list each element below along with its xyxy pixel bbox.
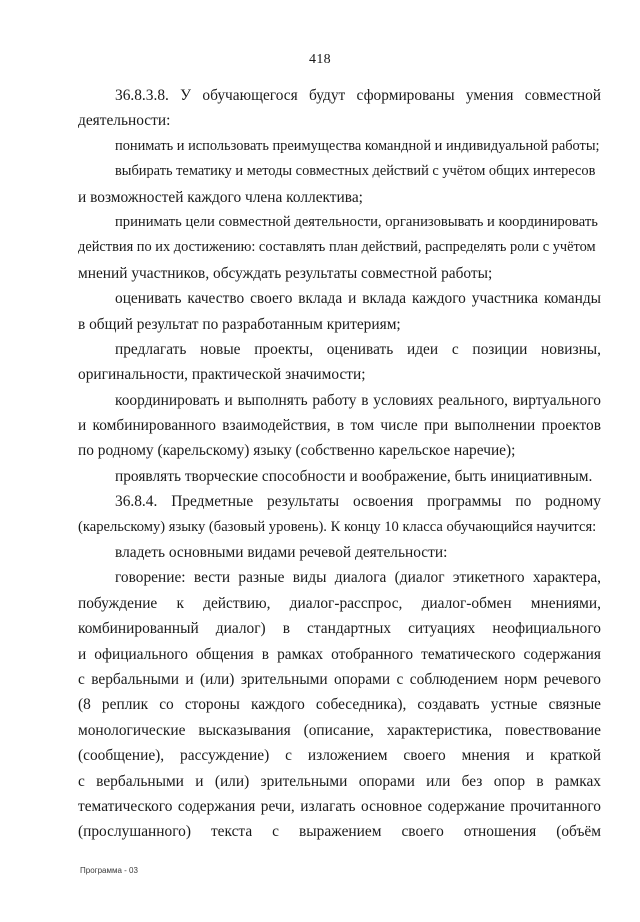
text-line: с вербальными и (или) зрительными опорами или без опор в рамках [78, 772, 601, 790]
document-body [78, 83, 601, 845]
text-line: (карельскому) языку (базовый уровень). К концу 10 класса обучающийся научится: [78, 518, 597, 535]
text-line: координировать и выполнять работу в условиях реального, виртуального [115, 391, 601, 409]
page-number: 418 [309, 52, 331, 67]
text-line: комбинированный диалог) в стандартных ситуациях неофициального [78, 620, 601, 638]
text-line: оценивать качество своего вклада и вклада каждого участника команды [115, 290, 601, 308]
text-line: предлагать новые проекты, оценивать идеи с позиции новизны, [115, 340, 601, 358]
page-footer: Программа - 03 [80, 866, 138, 875]
text-line: с вербальными и (или) зрительными опорами с соблюдением норм речевого [78, 670, 601, 688]
text-line: деятельности: [78, 112, 171, 130]
text-line: оригинальности, практической значимости; [78, 366, 366, 384]
text-line: и возможностей каждого члена коллектива; [78, 188, 363, 206]
text-line: мнений участников, обсуждать результаты совместной работы; [78, 264, 493, 282]
text-line: (8 реплик со стороны каждого собеседника), создавать устные связные [78, 696, 601, 714]
text-line: выбирать тематику и методы совместных действий с учётом общих интересов [115, 163, 596, 180]
text-line: говорение: вести разные виды диалога (диалог этикетного характера, [115, 569, 601, 587]
text-line: принимать цели совместной деятельности, организовывать и координировать [115, 213, 598, 230]
text-line: монологические высказывания (описание, характеристика, повествование [78, 721, 601, 739]
text-line: тематического содержания речи, излагать основное содержание прочитанного [78, 797, 601, 815]
text-line: (прослушанного) текста с выражением своего отношения (объём [78, 823, 601, 841]
text-line: в общий результат по разработанным критериям; [78, 315, 401, 333]
text-line: побуждение к действию, диалог-расспрос, диалог-обмен мнениями, [78, 594, 601, 612]
text-line: и комбинированного взаимодействия, в том числе при выполнении проектов [78, 417, 601, 435]
text-line: 36.8.4. Предметные результаты освоения программы по родному [115, 493, 601, 511]
text-line: действия по их достижению: составлять план действий, распределять роли с учётом [78, 239, 596, 256]
text-line: 36.8.3.8. У обучающегося будут сформированы умения совместной [115, 87, 601, 104]
text-line: владеть основными видами речевой деятельности: [115, 544, 448, 562]
text-line: понимать и использовать преимущества командной и индивидуальной работы; [115, 137, 600, 154]
text-line: (сообщение), рассуждение) с изложением своего мнения и краткой [78, 747, 601, 765]
text-line: по родному (карельскому) языку (собственно карельское наречие); [78, 442, 516, 460]
text-line: и официального общения в рамках отобранного тематического содержания [78, 645, 601, 663]
text-line: проявлять творческие способности и воображение, быть инициативным. [115, 467, 593, 485]
